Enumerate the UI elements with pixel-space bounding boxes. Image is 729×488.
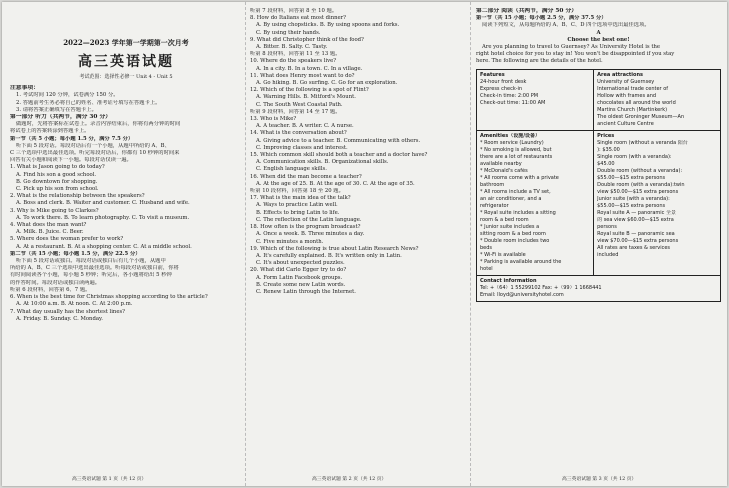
text-line: A: [596, 29, 601, 36]
text-line: 第一节（共 15 小题；每小题 2.5 分，满分 37.5 分）: [476, 15, 607, 22]
page-footer-2: 高三英语试题 第 2 页（共 12 页）: [312, 477, 387, 482]
area-item: chocolates all around the world: [597, 99, 676, 106]
prices-item: 的 sea view $60.00—$15 extra: [597, 216, 674, 223]
text-line: 听第 8 段材料，回答第 11 至 13 题。: [250, 51, 341, 58]
area-item: The oldest Groninger Museum—An: [597, 113, 685, 120]
text-line: 3. 请将答案正确填写在答题卡上。: [16, 106, 97, 113]
text-line: C. English language skills.: [256, 166, 327, 173]
text-line: A. Friday. B. Sunday. C. Monday.: [16, 315, 103, 322]
contact-cell: [477, 275, 721, 301]
area-item: ancient Culture Centre: [597, 120, 654, 127]
features-cell: [477, 69, 594, 130]
text-line: C. Pick up his son from school.: [16, 186, 99, 193]
features-item: Check-out time: 11:00 AM: [480, 99, 546, 106]
text-line: B. Effects to bring Latin to life.: [256, 209, 340, 216]
area-heading: Area attractions: [597, 71, 643, 78]
text-line: A. Milk. B. Juice. C. Beer.: [16, 229, 84, 236]
features-item: Check-in time: 2:00 PM: [480, 92, 539, 99]
text-line: 17. What is the main idea of the talk?: [250, 195, 351, 202]
page-footer-1: 高三英语试题 第 1 页（共 12 页）: [72, 477, 147, 482]
contact-item: Tel: +（64）1 55299102 Fax: +（99）1 1668441: [480, 284, 602, 291]
prices-item: Single room (without a veranda 阳台: [597, 139, 688, 146]
text-line: 听第 6 段材料，回答第 6、7 题。: [10, 286, 91, 293]
text-line: 5. Where does the woman prefer to work?: [10, 236, 124, 243]
text-line: 12. Which of the following is a spot of Flint?: [250, 87, 369, 94]
amenities-item: * Double room includes two: [480, 237, 550, 244]
text-line: A. Giving advice to a teacher. B. Communicating with others.: [256, 137, 421, 144]
exam-title: 高三英语试题: [78, 54, 174, 70]
text-line: Choose the best one!: [567, 36, 630, 43]
features-heading: Features: [480, 71, 505, 78]
text-line: A. It's carefully explained. B. It's written only in Latin.: [256, 252, 402, 259]
text-line: A. Form Latin Facebook groups.: [256, 274, 343, 281]
prices-item: ): $35.00: [597, 146, 620, 153]
text-line: 9. What did Christopher think of the food?: [250, 36, 364, 43]
text-line: 4. What does the man want?: [10, 222, 87, 229]
text-line: 7. What day usually has the shortest lines?: [10, 308, 126, 315]
text-line: here. The following are the details of the hotel.: [476, 58, 603, 65]
text-line: B. Go downtown for shopping.: [16, 178, 98, 185]
amenities-item: * No smoking is allowed, but: [480, 146, 552, 153]
prices-item: Double room (without a veranda):: [597, 167, 683, 174]
text-line: A. At 10:00 a.m. B. At noon. C. At 2:00 p.m.: [16, 301, 133, 308]
amenities-item: bathroom: [480, 181, 505, 188]
amenities-item: * Parking is available around the: [480, 258, 562, 265]
text-line: 20. What did Carlo Egger try to do?: [250, 267, 347, 274]
features-item: 24-hour front desk: [480, 78, 527, 85]
text-line: B. Create some new Latin words.: [256, 281, 346, 288]
text-line: 回答有关小题和阅读下一小题。每段对话仅读一遍。: [10, 157, 132, 164]
text-line: A. Communication skills. B. Organizational skills.: [256, 159, 389, 166]
prices-item: All rates are taxes & services: [597, 244, 671, 251]
prices-item: Junior suite (with a veranda):: [597, 195, 670, 202]
text-line: 14. What is the conversation about?: [250, 130, 347, 137]
prices-item: $55.00—$15 extra persons: [597, 174, 666, 181]
text-line: 听第 7 段材料，回答第 8 至 10 题。: [250, 8, 338, 14]
text-line: 1. What is Jason going to do today?: [10, 164, 105, 171]
amenities-item: * Room service (Laundry): [480, 139, 544, 146]
text-line: Are you planning to travel to Guernsey? As University Hotel is the: [482, 44, 661, 51]
text-line: 2. 答题前考生务必将自己的姓名、准考证号填写在答题卡上。: [16, 99, 161, 106]
text-line: 所给的 A、B、C 三个选项中选出最佳选项。听每段对话或独白前，你将: [10, 265, 179, 272]
amenities-item: available nearby: [480, 160, 522, 167]
text-line: 第二节（共 15 小题；每小题 1.5 分，满分 22.5 分）: [10, 250, 141, 257]
text-line: A. Boss and clerk. B. Waiter and customer. C. Husband and wife.: [16, 200, 190, 207]
prices-item: view $70.00—$15 extra persons: [597, 237, 679, 244]
text-line: A. Find his son a good school.: [16, 171, 97, 178]
exam-scope: 考试范围：选择性必修一 Unit 4 - Unit 5: [79, 74, 173, 80]
contact-item: Email: lloyd@universityhotel.com: [480, 291, 564, 298]
page-footer-3: 高三英语试题 第 3 页（共 12 页）: [562, 477, 637, 482]
hotel-info-table: [476, 69, 721, 302]
column-divider: [245, 2, 246, 486]
text-line: 第一部分 听力（共两节，满分 30 分）: [10, 114, 112, 121]
text-line: 15. Which common skill should both a teacher and a doctor have?: [250, 152, 428, 159]
column-3-body: [476, 8, 721, 66]
text-line: A. To work there. B. To learn photography. C. To visit a museum.: [16, 214, 190, 221]
text-line: C. Renew Latin through the Internet.: [256, 288, 356, 295]
text-line: 阅读下列短文，从每题所给的 A、B、C、D 四个选项中选出最佳选项。: [482, 22, 650, 29]
area-item: University of Guernsey: [597, 78, 655, 85]
text-line: A. Ways to practice Latin well.: [256, 202, 338, 209]
amenities-item: sitting room & a bed room: [480, 230, 546, 237]
column-divider: [470, 2, 471, 486]
amenities-item: beds: [480, 244, 493, 251]
prices-item: Royal suite A — panoramic 全景: [597, 209, 676, 216]
column-1-body: [10, 85, 242, 323]
text-line: A. In a city. B. In a town. C. In a village.: [256, 65, 363, 72]
area-item: Hollow with frames and: [597, 92, 657, 99]
text-line: C. The reflection of the Latin language.: [256, 216, 362, 223]
text-line: C. The South West Coastal Path.: [256, 101, 343, 108]
prices-item: Single room (with a veranda):: [597, 153, 672, 160]
text-line: 听下面 5 段对话。每段对话后有一个小题，从题中所给的 A、B、: [16, 142, 170, 149]
text-line: 18. How often is the program broadcast?: [250, 224, 361, 231]
amenities-item: refrigerator: [480, 202, 509, 209]
features-item: Express check-in: [480, 85, 523, 92]
column-2: [250, 8, 464, 472]
text-line: 11. What does Henry most want to do?: [250, 72, 355, 79]
amenities-heading: Amenities（设施/设备）: [480, 132, 541, 139]
text-line: A. By using chopsticks. B. By using spoons and forks.: [256, 22, 400, 29]
text-line: 3. Why is Mike going to Clarkes?: [10, 207, 99, 214]
column-1: [10, 8, 242, 472]
text-line: 8. How do Italians eat most dinner?: [250, 15, 347, 22]
prices-item: persons: [597, 223, 617, 230]
area-item: Martins Church (Martinkerk): [597, 106, 668, 113]
exam-sheet: [2, 2, 727, 486]
exam-term: 2022—2023 学年第一学期第一次月考: [63, 38, 189, 47]
text-line: 1. 考试时间 120 分钟，试卷满分 150 分。: [16, 92, 119, 99]
prices-item: Double room (with a veranda):twin: [597, 181, 685, 188]
text-line: 有时间阅读各个小题，每小题 5 秒钟；听完后，各小题将给出 5 秒钟: [10, 272, 172, 279]
amenities-item: * All rooms include a TV set,: [480, 188, 551, 195]
prices-item: $45.00: [597, 160, 615, 167]
contact-heading: Contact information: [480, 277, 537, 284]
text-line: A. At a restaurant. B. At a shopping center. C. At a middle school.: [16, 243, 192, 250]
text-line: 2. What is the relationship between the speakers?: [10, 193, 145, 200]
amenities-cell: [477, 130, 594, 275]
text-line: 第二部分 阅读（共两节，满分 50 分）: [476, 8, 578, 14]
amenities-item: hotel: [480, 265, 493, 272]
text-line: C. It's about unexpected puzzles.: [256, 260, 345, 267]
text-line: 的作答时间。每段对话或独白读两遍。: [10, 279, 101, 286]
amenities-item: * Royal suite includes a sitting: [480, 209, 556, 216]
text-line: A. At the age of 25. B. At the age of 30. C. At the age of 35.: [256, 180, 415, 187]
amenities-item: there are a lot of restaurants: [480, 153, 553, 160]
area-attractions-cell: [594, 69, 721, 130]
text-line: 听第 9 段材料，回答第 14 至 17 题。: [250, 108, 341, 115]
amenities-item: * Wi-Fi is available: [480, 251, 526, 258]
text-line: A. A teacher. B. A writer. C. A nurse.: [256, 123, 354, 130]
text-line: A. Warning Hills. B. Mitford's Mount.: [256, 94, 356, 101]
text-line: right hotel choice for you to stay in! You won't be disappointed if you stay: [476, 51, 675, 58]
amenities-item: * McDonald's cafés: [480, 167, 528, 174]
prices-item: $55.00—$15 extra persons: [597, 202, 666, 209]
text-line: A. Bitter. B. Salty. C. Tasty.: [256, 44, 328, 51]
text-line: C. Five minutes a month.: [256, 238, 324, 245]
amenities-item: room & a bed room: [480, 216, 529, 223]
text-line: A. Once a week. B. Three minutes a day.: [256, 231, 365, 238]
text-line: 第一节（共 5 小题；每小题 1.5 分，满分 7.5 分）: [10, 135, 134, 142]
amenities-item: * Junior suite includes a: [480, 223, 540, 230]
text-line: 16. When did the man become a teacher?: [250, 173, 362, 180]
column-3: [476, 8, 721, 472]
text-line: 注意事项：: [10, 85, 39, 92]
text-line: 13. Who is Mike?: [250, 116, 297, 123]
text-line: 6. When is the best time for Christmas shopping according to the article?: [10, 294, 208, 301]
text-line: 做题时，先将答案标在试卷上。录音内容结束后，你将有两分钟的时间: [16, 121, 181, 128]
prices-cell: [594, 130, 721, 275]
text-line: C. Improving classes and interest.: [256, 144, 348, 151]
text-line: 10. Where do the speakers live?: [250, 58, 337, 65]
text-line: 听下面 5 段对话或独白。每段对话或独白后有几个小题，从题中: [16, 258, 166, 265]
area-item: International trade center of: [597, 85, 669, 92]
text-line: 将试卷上的答案转涂到答题卡上。: [10, 128, 90, 135]
text-line: A. Go hiking. B. Go surfing. C. Go for an exploration.: [256, 80, 398, 87]
column-2-body: [250, 8, 464, 296]
prices-heading: Prices: [597, 132, 615, 139]
text-line: 听第 10 段材料，回答第 18 至 20 题。: [250, 188, 344, 195]
text-line: C 三个选项中选出最佳选项。听完每段对话后，你都有 10 秒钟的时间来: [10, 150, 180, 157]
text-line: 19. Which of the following is true about Latin Research News?: [250, 245, 419, 252]
amenities-item: an air conditioner, and a: [480, 195, 542, 202]
text-line: C. By using their hands.: [256, 29, 321, 36]
prices-item: included: [597, 251, 619, 258]
amenities-item: * All rooms come with a private: [480, 174, 559, 181]
prices-item: view $50.00—$15 extra persons: [597, 188, 679, 195]
prices-item: Royal suite B — panoramic sea: [597, 230, 675, 237]
